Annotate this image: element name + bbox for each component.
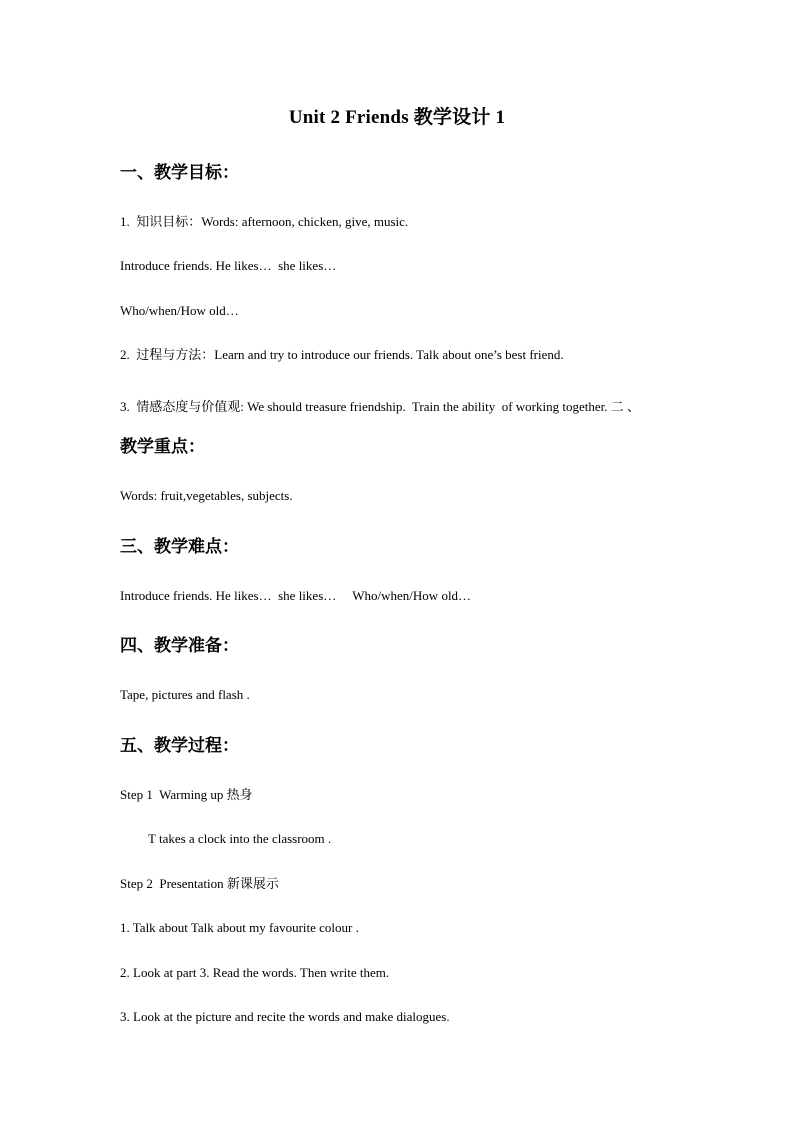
process-item-1: 1. Talk about Talk about my favourite colour . xyxy=(120,920,359,935)
process-step-2: Step 2 Presentation 新课展示 xyxy=(120,876,279,891)
key-points-line-1: Words: fruit,vegetables, subjects. xyxy=(120,488,293,503)
process-step-1: Step 1 Warming up 热身 xyxy=(120,787,253,802)
objectives-line-4: 2. 过程与方法：Learn and try to introduce our friends. Talk about one’s best friend. xyxy=(120,347,564,362)
preparation-line-1: Tape, pictures and flash . xyxy=(120,687,250,702)
objectives-line-2: Introduce friends. He likes… she likes… xyxy=(120,258,337,273)
process-item-3: 3. Look at the picture and recite the words and make dialogues. xyxy=(120,1009,450,1024)
section-heading-preparation: 四、教学准备： xyxy=(120,636,239,655)
objectives-line-5: 3. 情感态度与价值观: We should treasure friendship. Train the ability of working together. 二 、 xyxy=(120,399,640,414)
objectives-line-1: 1. 知识目标：Words: afternoon, chicken, give, music. xyxy=(120,214,409,229)
section-heading-process: 五、教学过程： xyxy=(120,736,239,755)
process-step-1-detail: T takes a clock into the classroom . xyxy=(148,831,332,846)
process-item-2: 2. Look at part 3. Read the words. Then write them. xyxy=(120,965,390,980)
difficulties-line-1: Introduce friends. He likes… she likes… Who/when/How old… xyxy=(120,588,472,603)
section-heading-difficulties: 三、教学难点： xyxy=(120,537,239,556)
section-heading-key-points: 教学重点： xyxy=(120,437,205,456)
objectives-line-3: Who/when/How old… xyxy=(120,303,239,318)
document-title: Unit 2 Friends 教学设计 1 xyxy=(288,107,506,128)
section-heading-objectives: 一、教学目标： xyxy=(120,163,239,182)
